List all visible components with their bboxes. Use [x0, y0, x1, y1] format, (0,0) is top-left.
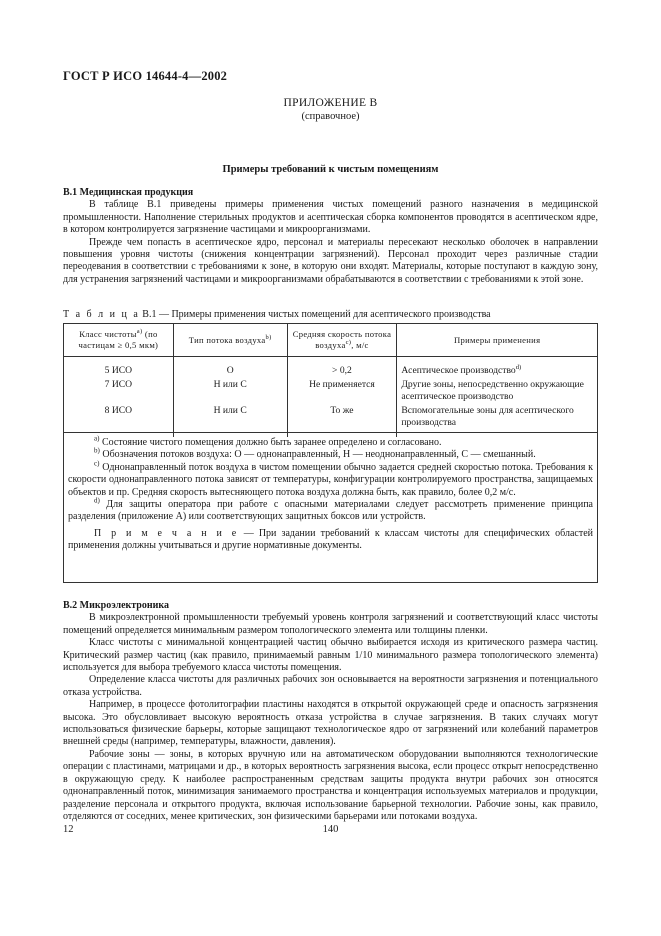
page-number-center: 140	[322, 824, 339, 835]
section-b2-paragraph-3: Определение класса чистоты для различных рабочих зон основывается на вероятности загрязнения и потенциального отказа устройства.	[63, 674, 598, 698]
table-row	[64, 377, 598, 403]
table-remark: П р и м е ч а н и е — При задании требований к классам чистоты для специфических областей применения должны учитываться и другие нормативные документы.	[68, 527, 593, 552]
section-b2-paragraph-1: В микроэлектронной промышленности требуемый уровень контроля загрязнений и соответствующий класс чистоты помещений определяется минимальным размером топологического элемента или толщины пленки.	[63, 612, 598, 636]
header-airflow-speed: Средняя скорость потока воздуха$^{c)}$, м/с	[287, 324, 397, 357]
footnote-d: $^{d)}$ Для защиты оператора при работе с опасными материалами следует рассмотреть применение принципа разделения (приложение А) или соответствующих защитных боксов или устройств.	[68, 496, 593, 523]
table-caption-prefix: Т а б л и ц а	[63, 309, 140, 320]
section-b1-paragraph-1: В таблице В.1 приведены примеры применения чистых помещений разного назначения в медицинской промышленности. Наполнение стерильных продуктов и асептическая сборка компонентов проводятся в асептическом ядре, в котором контролируется загрязнение частицами и микроорганизмами.	[63, 199, 598, 236]
main-title: Примеры требований к чистым помещениям	[222, 164, 439, 175]
appendix-note: (справочное)	[301, 111, 360, 122]
table-row	[64, 357, 598, 378]
section-b2-paragraph-5: Рабочие зоны — зоны, в которых вручную или на автоматическом оборудовании выполняются технологические операции с пластинами, матрицами и др., в которых вероятность загрязнения высока, если процесс открыт непосредственно в окружающую среду. К наиболее распространенным средствам защиты продукта внутри рабочих зон относятся однонаправленный поток, минимизация занимаемого пространства и концентрация используемых материалов и продукции, разделение персонала и открытого продукта, включая использование барьерной технологии. Рабочие зоны, как правило, отделяются от соседних, менее критических, зон физическими барьерами или потоками воздуха.	[63, 748, 598, 822]
cell-flow: Н или С	[173, 377, 287, 403]
table-caption	[63, 309, 491, 321]
cell-class: 5 ИСО	[64, 357, 174, 378]
section-b1-title: В.1 Медицинская продукция	[63, 187, 194, 198]
cell-flow: О	[173, 357, 287, 378]
cell-use: Другие зоны, непосредственно окружающие асептическое производство	[397, 377, 598, 403]
section-b2-paragraph-4: Например, в процессе фотолитографии пластины находятся в открытой окружающей среде и опасность загрязнения высока. Это обусловливает высокую вероятность отказа устройства в случае загрязнения. В таких случаях могут использоваться физические барьеры, которые защищают технологическое ядро от загрязнений или колебаний параметров внешней среды (например, температуры, влажности, давления).	[63, 699, 598, 748]
cell-use: Асептическое производство$^{d)}$	[397, 357, 598, 378]
cell-use: Вспомогательные зоны для асептического производства	[397, 403, 598, 437]
section-b1	[63, 187, 598, 286]
cell-speed: Не применяется	[287, 377, 397, 403]
table-footnotes	[63, 432, 598, 583]
footnote-a: $^{а)}$ Состояние чистого помещения должно быть заранее определено и согласовано.	[94, 434, 442, 448]
section-b2	[63, 600, 598, 823]
cell-class: 8 ИСО	[64, 403, 174, 437]
section-b1-paragraph-2: Прежде чем попасть в асептическое ядро, персонал и материалы пересекают несколько оболочек в направлении повышения уровня чистоты (снижения концентрации загрязнений). Персонал проходит через различные стадии переодевания в соответствии с требованиями к зоне, в которую они входят. Материалы, которые поступают в каждую зону, для устранения загрязнений частицами и микроорганизмами обрабатываются в соответствии с требованиями к этой зоне.	[63, 236, 598, 285]
header-application-examples: Примеры применения	[397, 324, 598, 357]
section-b2-title: В.2 Микроэлектроника	[63, 600, 169, 611]
cell-speed: То же	[287, 403, 397, 437]
cell-flow: Н или С	[173, 403, 287, 437]
section-b2-paragraph-2: Класс чистоты с минимальной концентрацией частиц обычно выбирается исходя из критического размера частиц. Критический размер частиц (как правило, принимаемый равным 1/10 минимального размера топологического элемента) используется для выбора требуемого класса чистоты помещения.	[63, 637, 598, 674]
footnote-b: $^{b)}$ Обозначения потоков воздуха: О — однонаправленный, Н — неоднонаправленный, С — смешанный.	[94, 447, 536, 461]
header-cleanliness-class: Класс чистоты$^{а)}$ (по частицам ≥ 0,5 мкм)	[64, 324, 174, 357]
clean-room-table	[63, 323, 598, 437]
header-airflow-type: Тип потока воздуха$^{b)}$	[173, 324, 287, 357]
table-header-row	[64, 324, 598, 357]
footnote-c: $^{c)}$ Однонаправленный поток воздуха в чистом помещении обычно задается средней скоростью потока. Требования к скорости однонаправленного потока зависят от температуры, конфигурации контролируемого пространства, защищаемых объектов и пр. Средняя скорость вытесняющего потока воздуха должна быть, как правило, более 0,2 м/с.	[68, 459, 593, 498]
page-number-left: 12	[63, 824, 74, 835]
appendix-title: ПРИЛОЖЕНИЕ В	[283, 97, 378, 109]
document-code: ГОСТ Р ИСО 14644-4—2002	[63, 69, 228, 83]
table-caption-text: В.1 — Примеры применения чистых помещений для асептического производства	[142, 309, 491, 320]
cell-class: 7 ИСО	[64, 377, 174, 403]
cell-speed: > 0,2	[287, 357, 397, 378]
